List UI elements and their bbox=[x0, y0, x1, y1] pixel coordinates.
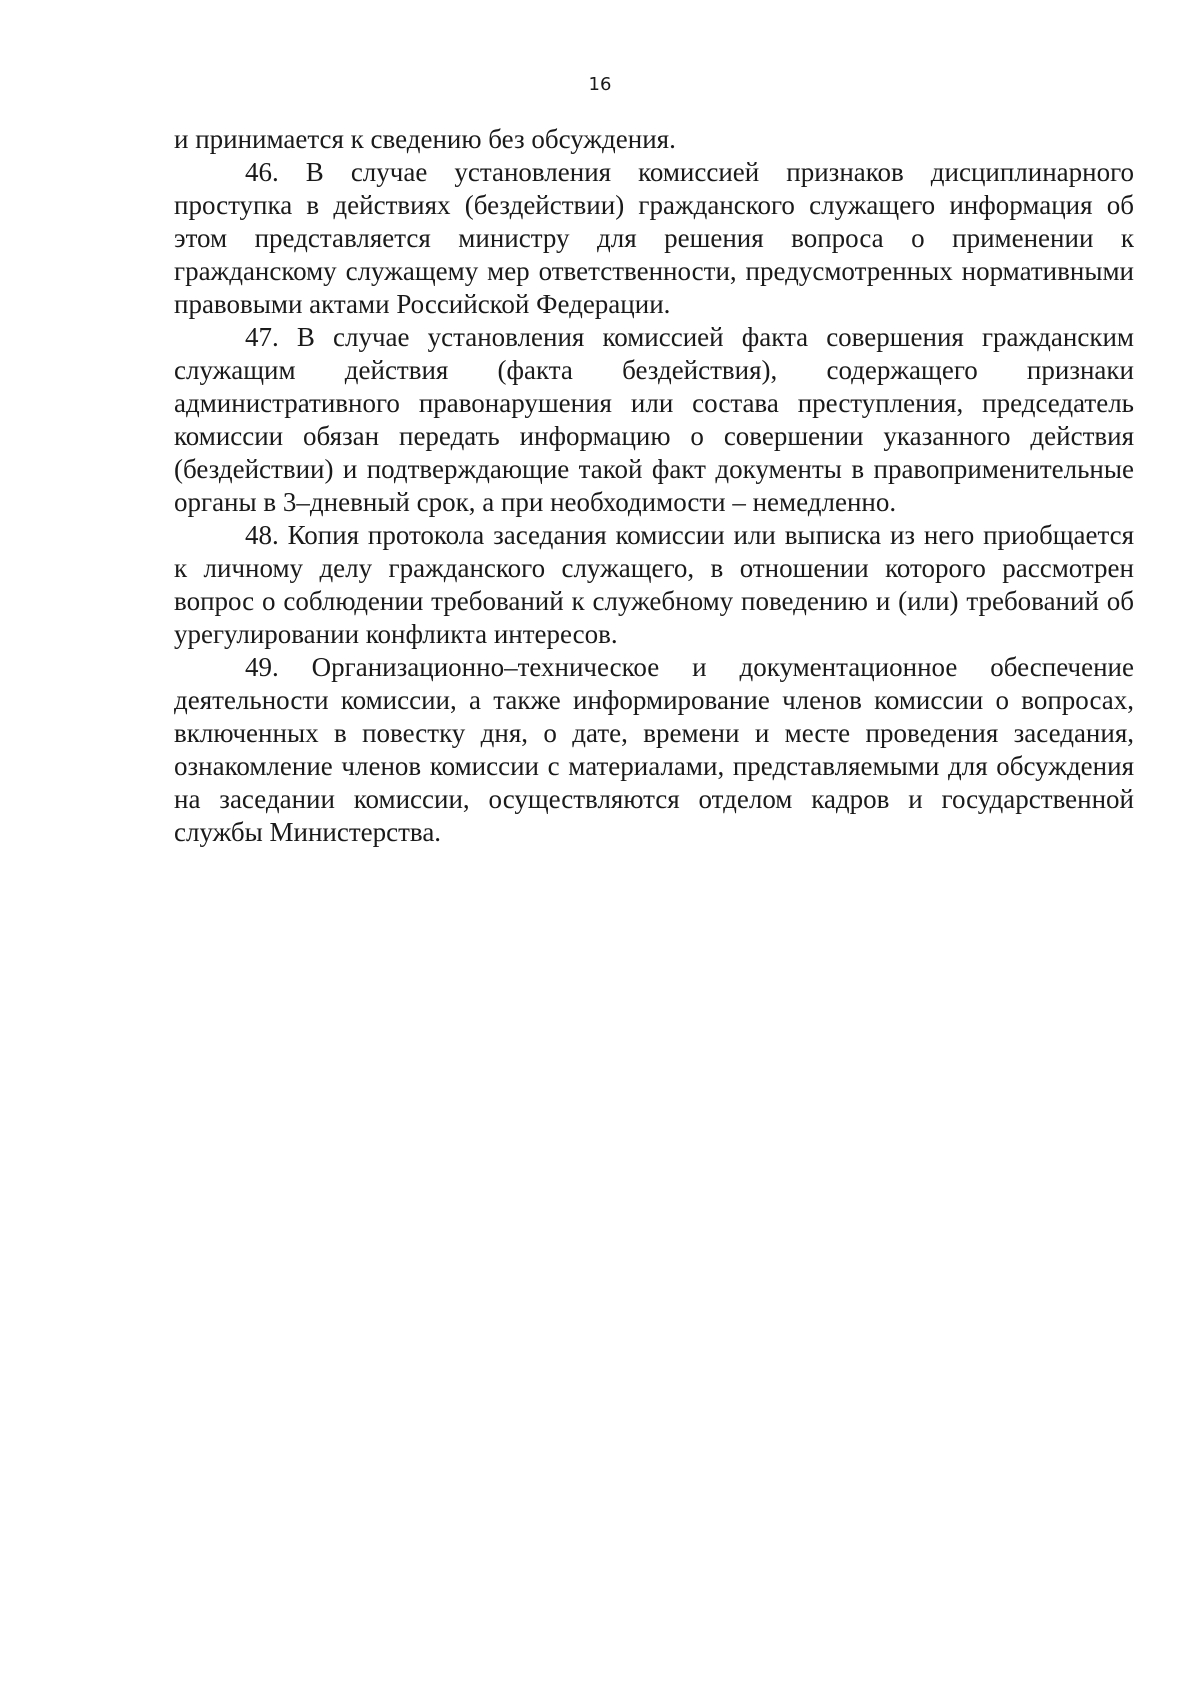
paragraph-continuation: и принимается к сведению без обсуждения. bbox=[174, 124, 676, 154]
document-body bbox=[174, 123, 1134, 849]
paragraph-47: 47. В случае установления комиссией факта совершения гражданским служащим действия (факта бездействия), содержащего признаки административного правонарушения или состава преступления, председатель комиссии обязан передать информацию о совершении указанного действия (бездействии) и подтверждающие такой факт документы в правоприменительные органы в 3–дневный срок, а при необходимости – немедленно. bbox=[174, 322, 1134, 517]
paragraph-49: 49. Организационно–техническое и документационное обеспечение деятельности комиссии, а также информирование членов комиссии о вопросах, включенных в повестку дня, о дате, времени и месте проведения заседания, ознакомление членов комиссии с материалами, представляемыми для обсуждения на заседании комиссии, осуществляются отделом кадров и государственной службы Министерства. bbox=[174, 652, 1134, 847]
paragraph-46: 46. В случае установления комиссией признаков дисциплинарного проступка в действиях (бездействии) гражданского служащего информация об этом представляется министру для решения вопроса о применении к гражданскому служащему мер ответственности, предусмотренных нормативными правовыми актами Российской Федерации. bbox=[174, 157, 1134, 319]
paragraph-48: 48. Копия протокола заседания комиссии или выписка из него приобщается к личному делу гражданского служащего, в отношении которого рассмотрен вопрос о соблюдении требований к служебному поведению и (или) требований об урегулировании конфликта интересов. bbox=[174, 520, 1134, 649]
page-number: 16 bbox=[588, 74, 612, 95]
